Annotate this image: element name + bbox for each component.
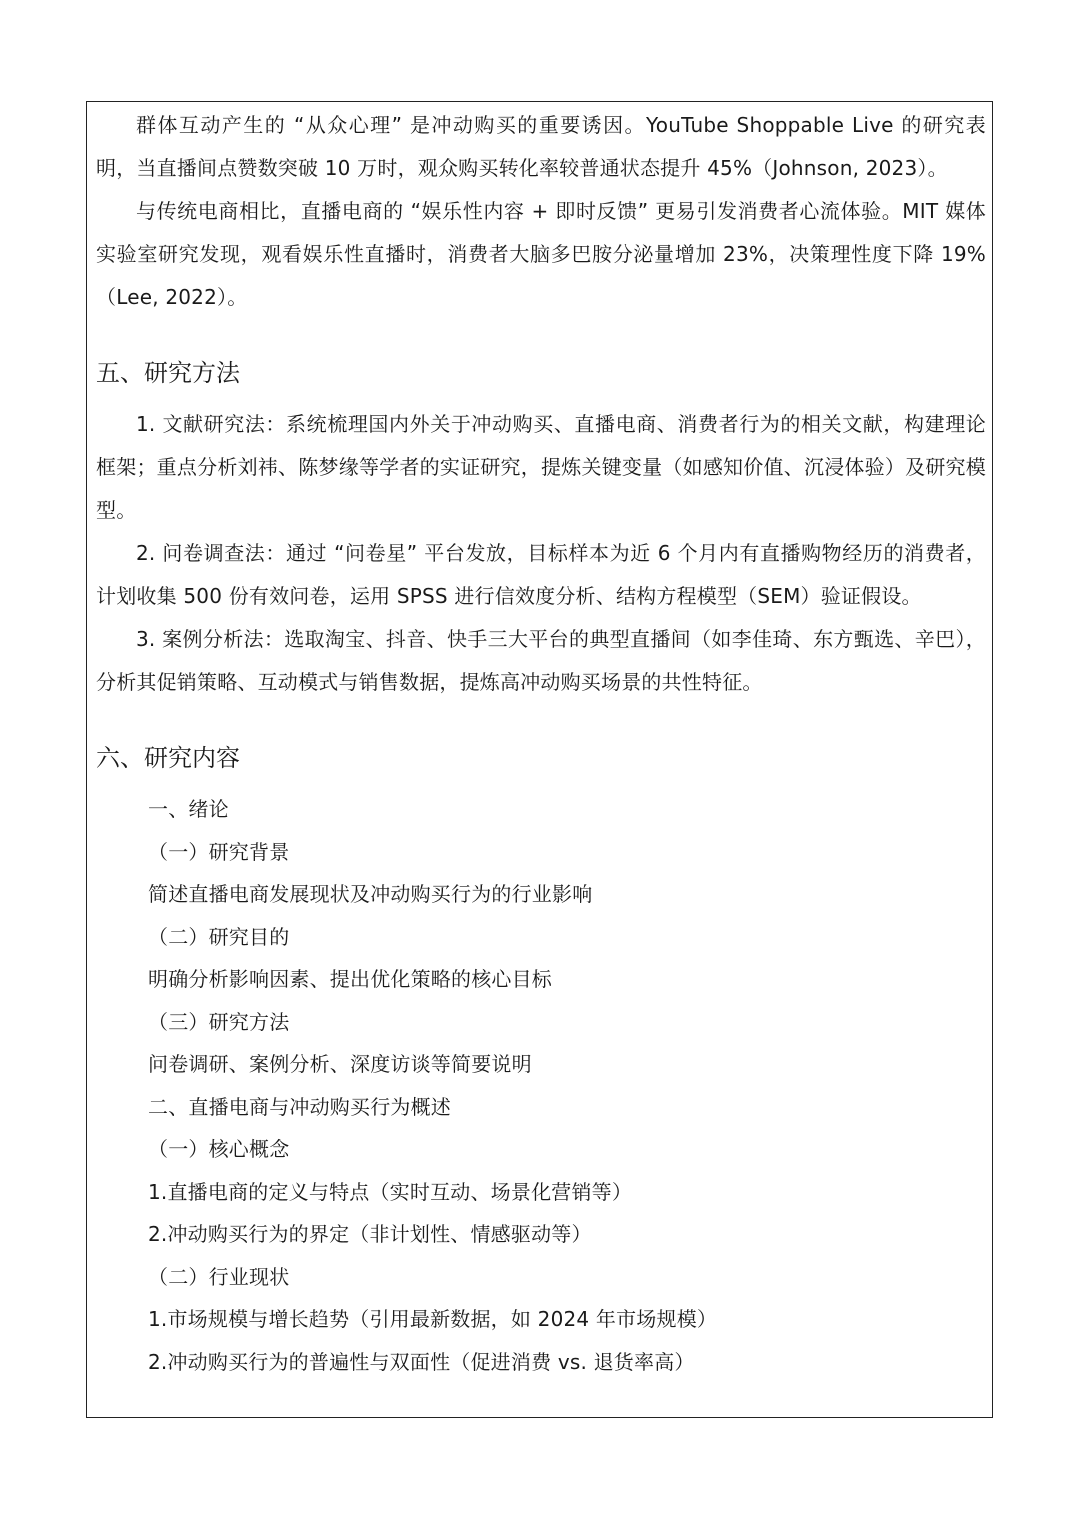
outline-line: 问卷调研、案例分析、深度访谈等简要说明 [148,1052,532,1076]
section-title-research-content: 六、研究内容 [96,744,240,772]
section-title-research-methods: 五、研究方法 [96,359,240,387]
outline-line: 简述直播电商发展现状及冲动购买行为的行业影响 [148,882,593,906]
outline-line: （三）研究方法 [148,1009,290,1034]
outline-line: 2.冲动购买行为的普遍性与双面性（促进消费 vs. 退货率高） [148,1349,695,1374]
paragraph-entertainment-flow: 与传统电商相比，直播电商的 “娱乐性内容 + 即时反馈” 更易引发消费者心流体验。MIT 媒体实验室研究发现，观看娱乐性直播时，消费者大脑多巴胺分泌量增加 23%，决策理性度下降 19%（Lee, 2022）。 [96,199,986,309]
document-body [96,104,986,1383]
outline-line: （一）核心概念 [148,1137,290,1161]
outline-line: （一）研究背景 [148,839,290,864]
outline-line: 1.直播电商的定义与特点（实时互动、场景化营销等） [148,1179,633,1204]
outline-line: （二）研究目的 [148,924,290,949]
method-item-questionnaire: 2. 问卷调查法：通过 “问卷星” 平台发放，目标样本为近 6 个月内有直播购物经历的消费者，计划收集 500 份有效问卷，运用 SPSS 进行信效度分析、结构方程模型（SEM）验证假设。 [96,541,986,608]
outline-line: （二）行业现状 [148,1264,290,1289]
outline-line: 1.市场规模与增长趋势（引用最新数据，如 2024 年市场规模） [148,1307,718,1331]
outline-line: 2.冲动购买行为的界定（非计划性、情感驱动等） [148,1222,592,1246]
paragraph-herd-mentality: 群体互动产生的 “从众心理” 是冲动购买的重要诱因。YouTube Shoppable Live 的研究表明，当直播间点赞数突破 10 万时，观众购买转化率较普通状态提升 45%（Johnson, 2023）。 [96,113,986,180]
method-item-literature: 1. 文献研究法：系统梳理国内外关于冲动购买、直播电商、消费者行为的相关文献，构建理论框架；重点分析刘祎、陈梦缘等学者的实证研究，提炼关键变量（如感知价值、沉浸体验）及研究模型。 [96,412,986,522]
outline-line: 一、绪论 [148,797,229,821]
outline-line: 二、直播电商与冲动购买行为概述 [148,1094,451,1119]
method-item-case-analysis: 3. 案例分析法：选取淘宝、抖音、快手三大平台的典型直播间（如李佳琦、东方甄选、辛巴），分析其促销策略、互动模式与销售数据，提炼高冲动购买场景的共性特征。 [96,627,986,694]
outline-line: 明确分析影响因素、提出优化策略的核心目标 [148,967,552,991]
